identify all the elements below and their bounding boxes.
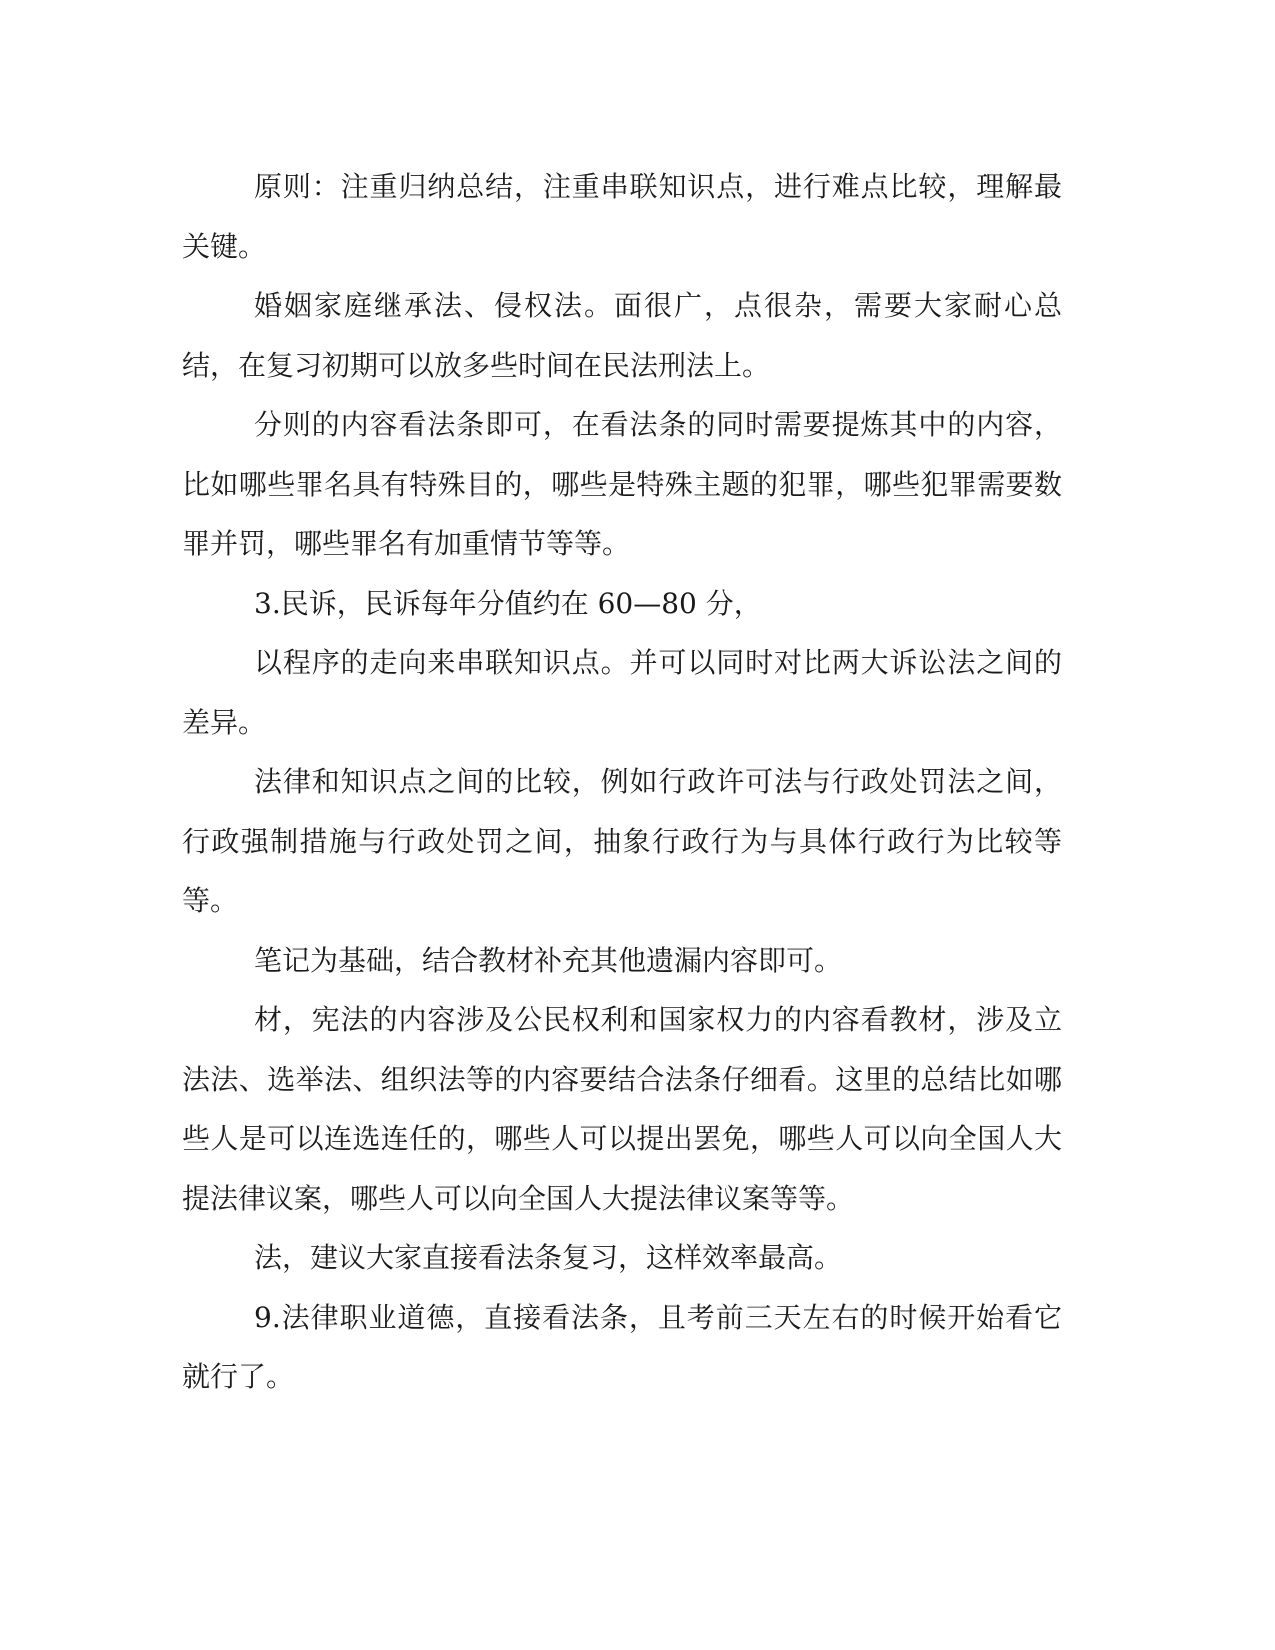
- paragraph-administrative-law: 法律和知识点之间的比较，例如行政许可法与行政处罚法之间，行政强制措施与行政处罚之间，抽象行政行为与具体行政行为比较等等。: [182, 765, 1062, 917]
- paragraph-civil-procedure: 3.民诉，民诉每年分值约在 60—80 分，: [254, 586, 762, 620]
- document-body: [182, 157, 1062, 1407]
- paragraph-constitution: 材，宪法的内容涉及公民权利和国家权力的内容看教材，涉及立法法、选举法、组织法等的内容要结合法条仔细看。这里的总结比如哪些人是可以连选连任的，哪些人可以提出罢免，哪些人可以向全国人大提法律议案，哪些人可以向全国人大提法律议案等等。: [182, 1003, 1062, 1215]
- paragraph-marriage-tort-law: 婚姻家庭继承法、侵权法。面很广，点很杂，需要大家耐心总结，在复习初期可以放多些时间在民法刑法上。: [182, 289, 1062, 382]
- paragraph-legal-ethics: 9.法律职业道德，直接看法条，且考前三天左右的时候开始看它就行了。: [182, 1300, 1062, 1393]
- paragraph-principle: 原则：注重归纳总结，注重串联知识点，进行难点比较，理解最关键。: [182, 170, 1062, 263]
- paragraph-notes-basis: 笔记为基础，结合教材补充其他遗漏内容即可。: [254, 943, 843, 977]
- paragraph-read-statutes: 法，建议大家直接看法条复习，这样效率最高。: [254, 1241, 843, 1274]
- paragraph-procedure-comparison: 以程序的走向来串联知识点。并可以同时对比两大诉讼法之间的差异。: [182, 646, 1062, 739]
- paragraph-criminal-specific: 分则的内容看法条即可，在看法条的同时需要提炼其中的内容，比如哪些罪名具有特殊目的，哪些是特殊主题的犯罪，哪些犯罪需要数罪并罚，哪些罪名有加重情节等等。: [182, 408, 1062, 560]
